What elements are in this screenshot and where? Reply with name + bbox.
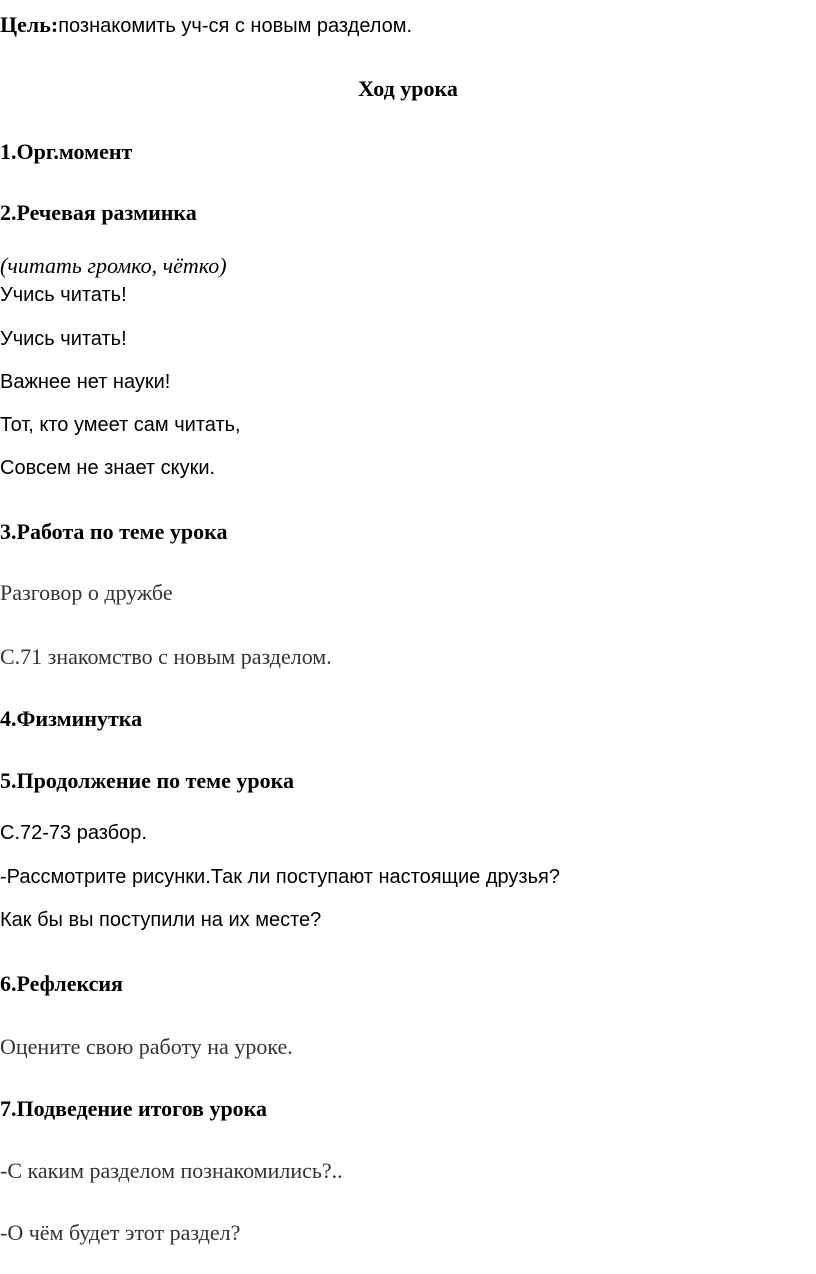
work-line: С.71 знакомство с новым разделом. [0, 644, 332, 669]
continue-line: Как бы вы поступили на их месте? [0, 909, 322, 931]
poem-line: Учись читать! [0, 284, 127, 306]
goal-text: познакомить уч-ся с новым разделом. [58, 15, 413, 37]
section-reflection-heading: 6.Рефлексия [0, 971, 123, 996]
section-work-heading: 3.Работа по теме урока [0, 519, 228, 544]
reflection-text: Оцените свою работу на уроке. [0, 1034, 293, 1059]
section-org-heading: 1.Орг.момент [0, 139, 133, 164]
summary-question: -С каким разделом познакомились?.. [0, 1158, 343, 1183]
goal-line [0, 14, 412, 36]
continue-line: С.72-73 разбор. [0, 822, 147, 844]
poem-line: Важнее нет науки! [0, 371, 171, 393]
section-warmup-heading: 2.Речевая разминка [0, 200, 197, 225]
section-phys-heading: 4.Физминутка [0, 706, 143, 731]
poem-line: Учись читать! [0, 328, 127, 350]
poem-line: Тот, кто умеет сам читать, [0, 414, 241, 436]
section-summary-heading: 7.Подведение итогов урока [0, 1096, 268, 1121]
summary-question: -О чём будет этот раздел? [0, 1220, 241, 1245]
poem-line: Совсем не знает скуки. [0, 457, 216, 479]
warmup-note: (читать громко, чётко) [0, 253, 227, 278]
section-continue-heading: 5.Продолжение по теме урока [0, 768, 295, 793]
work-line: Разговор о дружбе [0, 580, 173, 605]
page-title: Ход урока [358, 76, 458, 101]
continue-line: -Рассмотрите рисунки.Так ли поступают настоящие друзья? [0, 866, 560, 888]
goal-label: Цель: [0, 12, 59, 37]
